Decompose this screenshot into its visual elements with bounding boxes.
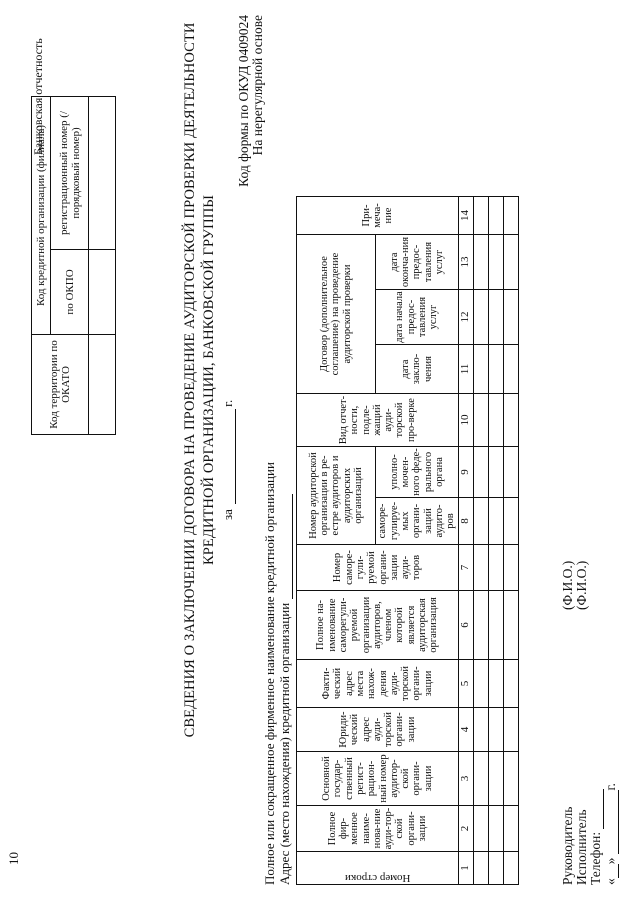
column-numbers-row bbox=[459, 197, 474, 885]
phone-label: Телефон: bbox=[588, 789, 604, 885]
col-number: 7 bbox=[459, 545, 474, 591]
table-row bbox=[474, 197, 489, 885]
header-sro-number: Номер саморе-гули-руемой органи-зации ауди-торов bbox=[297, 545, 459, 591]
table-row bbox=[504, 197, 519, 885]
header-report-type: Вид отчет-ности, подле-жащий ауди-торской про-верке bbox=[297, 394, 459, 447]
page-number: 10 bbox=[6, 852, 21, 865]
org-name-label: Полное или сокращенное фирменное наименование кредитной организации bbox=[262, 462, 277, 885]
header-contract-date: дата заклю-чения bbox=[376, 345, 459, 394]
header-start-date: дата начала предос-тавления услуг bbox=[376, 290, 459, 345]
col-number: 10 bbox=[459, 394, 474, 447]
executor-fio: (Ф.И.О.) bbox=[574, 560, 589, 610]
period-suffix: г. bbox=[220, 399, 235, 407]
col-number: 1 bbox=[459, 852, 474, 885]
head-label: Руководитель bbox=[560, 806, 575, 885]
territory-code-header: Код территории по ОКАТО bbox=[32, 335, 89, 435]
period-blank bbox=[223, 409, 236, 504]
audit-contract-table bbox=[296, 196, 519, 885]
okpo-header: по ОКПО bbox=[51, 250, 89, 335]
header-ogrn: Основной государ-ственный регист-рацион-ный номер аудитор-ской органи-зации bbox=[297, 752, 459, 806]
col-number: 9 bbox=[459, 447, 474, 498]
period-prefix: за bbox=[220, 509, 235, 520]
col-number: 3 bbox=[459, 752, 474, 806]
col-number: 2 bbox=[459, 806, 474, 852]
col-number: 5 bbox=[459, 660, 474, 708]
col-number: 8 bbox=[459, 498, 474, 545]
header-legal-address: Юриди-ческий адрес ауди-торской органи-зации bbox=[297, 708, 459, 752]
reporting-period bbox=[220, 350, 236, 520]
header-note: При-меча-ние bbox=[297, 197, 459, 235]
header-sro-full-name: Полное на-именование саморегули-руемой организации аудиторов, членом которой является аудиторская организация bbox=[297, 591, 459, 660]
date-line: «»г. bbox=[603, 783, 618, 885]
territory-code-value bbox=[89, 335, 116, 435]
col-number: 4 bbox=[459, 708, 474, 752]
header-row-number: Номер строки bbox=[297, 852, 459, 885]
bank-reporting-label: Банковская отчетность bbox=[31, 38, 45, 155]
reg-number-header: регистрационный номер (/порядковый номер) bbox=[51, 97, 89, 250]
header-sro-registry: саморе-гулируе-мых органи-заций аудито-ров bbox=[376, 498, 459, 545]
col-number: 11 bbox=[459, 345, 474, 394]
head-fio: (Ф.И.О.) bbox=[560, 560, 575, 610]
col-number: 12 bbox=[459, 290, 474, 345]
form-code: Код формы по ОКУД 0409024 bbox=[236, 15, 251, 187]
col-number: 14 bbox=[459, 197, 474, 235]
org-address-label: Адрес (место нахождения) кредитной организации bbox=[277, 494, 293, 885]
periodicity: На нерегулярной основе bbox=[250, 15, 265, 156]
executor-label: Исполнитель bbox=[574, 809, 589, 885]
col-number: 13 bbox=[459, 235, 474, 290]
header-contract-group: Договор (дополнительное соглашение) на проведение аудиторской проверки bbox=[297, 235, 376, 394]
header-federal-registry: уполно-мочен-ного феде-рального органа bbox=[376, 447, 459, 498]
header-auditor-full-name: Полное фир-менное наиме-нова-ние ауди-тор-ской органи-зации bbox=[297, 806, 459, 852]
form-title-line2: КРЕДИТНОЙ ОРГАНИЗАЦИИ, БАНКОВСКОЙ ГРУППЫ bbox=[201, 194, 217, 566]
table-row bbox=[489, 197, 504, 885]
header-end-date: дата оконча-ния предос-тавления услуг bbox=[376, 235, 459, 290]
reg-number-value bbox=[89, 97, 116, 250]
header-actual-address: Факти-ческий адрес места нахож-дения ауди-торской органи-зации bbox=[297, 660, 459, 708]
address-blank bbox=[280, 494, 293, 599]
form-title-line1: СВЕДЕНИЯ О ЗАКЛЮЧЕНИИ ДОГОВОРА НА ПРОВЕДЕНИЕ АУДИТОРСКОЙ ПРОВЕРКИ ДЕЯТЕЛЬНОСТИ bbox=[182, 22, 198, 738]
credit-org-code-header: Код кредитной организации (филиала) bbox=[32, 97, 51, 335]
okpo-value bbox=[89, 250, 116, 335]
header-registry-number-group: Номер аудиторской организации в ре-естре аудиторов и аудиторских организаций bbox=[297, 447, 376, 545]
codes-table bbox=[31, 96, 116, 435]
col-number: 6 bbox=[459, 591, 474, 660]
